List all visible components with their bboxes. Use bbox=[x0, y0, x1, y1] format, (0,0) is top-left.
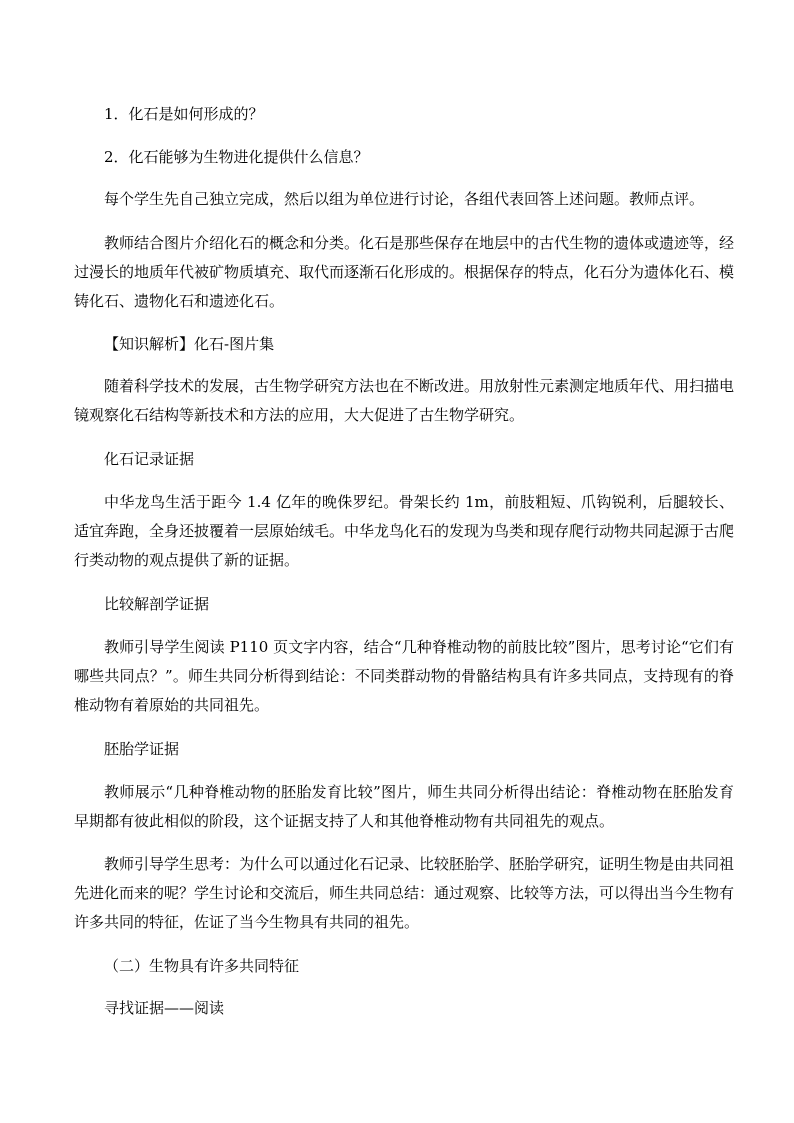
question-2: 2．化石能够为生物进化提供什么信息？ bbox=[104, 148, 369, 166]
paragraph-embryo-comparison: 教师展示“几种脊椎动物的胚胎发育比较”图片，师生共同分析得出结论：脊椎动物在胚胎发育早期都有彼此相似的阶段，这个证据支持了人和其他脊椎动物有共同祖先的观点。 bbox=[74, 783, 734, 830]
paragraph-summary: 教师引导学生思考：为什么可以通过化石记录、比较胚胎学、胚胎学研究，证明生物是由共同祖先进化而来的呢？学生讨论和交流后，师生共同总结：通过观察、比较等方法，可以得出当今生物有许多共同的特征，佐证了当今生物具有共同的祖先。 bbox=[74, 855, 735, 931]
heading-knowledge-analysis: 【知识解析】化石-图片集 bbox=[104, 335, 275, 353]
paragraph-anatomy-discussion: 教师引导学生阅读 P110 页文字内容，结合“几种脊椎动物的前肢比较”图片，思考讨论“它们有哪些共同点？”。师生共同分析得到结论：不同类群动物的骨骼结构具有许多共同点，支持现有的脊椎动物有着原始的共同祖先。 bbox=[74, 638, 734, 714]
heading-fossil-evidence: 化石记录证据 bbox=[104, 450, 195, 468]
heading-comparative-anatomy: 比较解剖学证据 bbox=[104, 595, 210, 613]
paragraph-sinosauropteryx: 中华龙鸟生活于距今 1.4 亿年的晚侏罗纪。骨架长约 1m，前肢粗短、爪钩锐利，后腿较长、适宜奔跑，全身还披覆着一层原始绒毛。中华龙鸟化石的发现为鸟类和现存爬行动物共同起源于古爬行类动物的观点提供了新的证据。 bbox=[74, 493, 735, 569]
heading-find-evidence: 寻找证据——阅读 bbox=[104, 999, 225, 1017]
paragraph-fossil-intro: 教师结合图片介绍化石的概念和分类。化石是那些保存在地层中的古代生物的遗体或遗迹等，经过漫长的地质年代被矿物质填充、取代而逐渐石化形成的。根据保存的特点，化石分为遗体化石、模铸化石、遗物化石和遗迹化石。 bbox=[74, 234, 735, 310]
heading-embryology: 胚胎学证据 bbox=[104, 740, 180, 758]
question-1: 1．化石是如何形成的？ bbox=[104, 105, 264, 123]
paragraph-research-methods: 随着科学技术的发展，古生物学研究方法也在不断改进。用放射性元素测定地质年代、用扫描电镜观察化石结构等新技术和方法的应用，大大促进了古生物学研究。 bbox=[74, 377, 735, 424]
heading-common-features: （二）生物具有许多共同特征 bbox=[104, 957, 300, 975]
paragraph-group-discussion: 每个学生先自己独立完成，然后以组为单位进行讨论，各组代表回答上述问题。教师点评。 bbox=[104, 190, 705, 208]
